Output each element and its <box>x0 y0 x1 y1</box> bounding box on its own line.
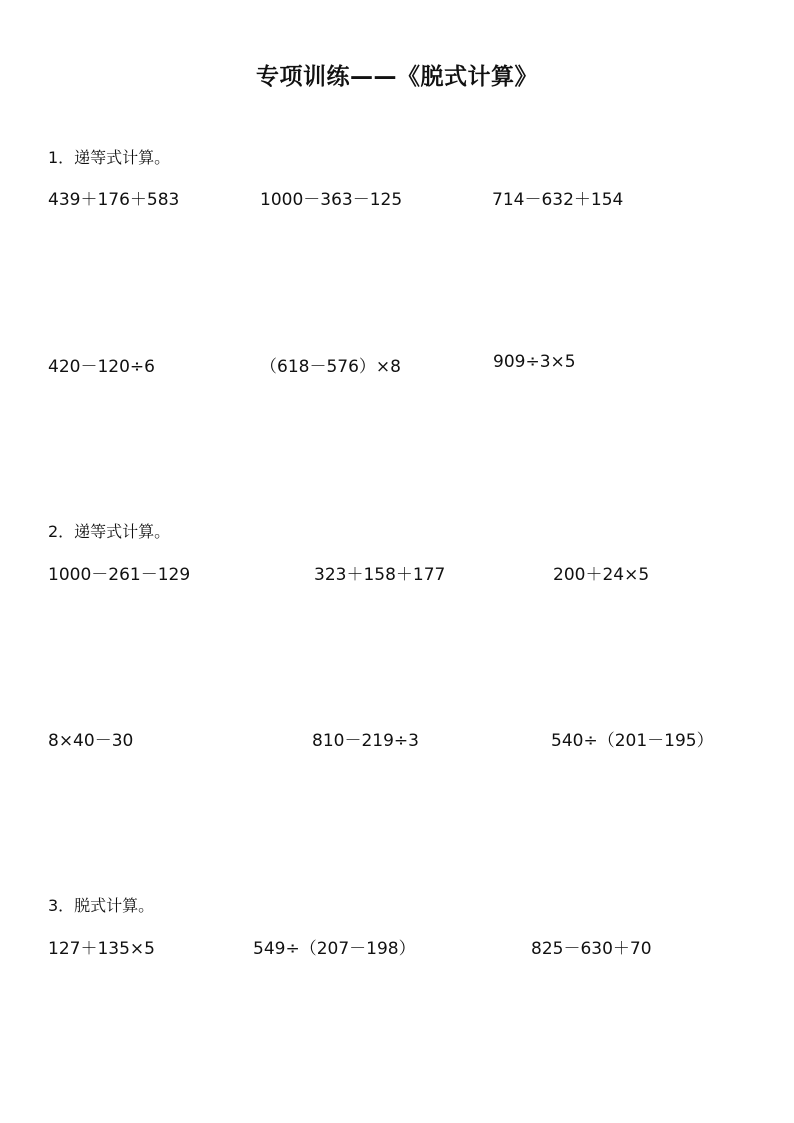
problem: 1000－363－125 <box>260 190 403 210</box>
problem: 810－219÷3 <box>312 731 419 751</box>
problem: 549÷（207－198） <box>253 939 416 959</box>
problem: 323＋158＋177 <box>314 565 446 585</box>
problem: 540÷（201－195） <box>551 731 714 751</box>
problem: 420－120÷6 <box>48 357 155 377</box>
problem: （618－576）×8 <box>260 357 401 377</box>
problem: 8×40－30 <box>48 731 134 751</box>
problem: 909÷3×5 <box>493 352 576 372</box>
section-heading: 3．脱式计算。 <box>48 896 155 915</box>
page-title: 专项训练——《脱式计算》 <box>256 64 538 90</box>
problem: 127＋135×5 <box>48 939 155 959</box>
section-heading: 1．递等式计算。 <box>48 148 171 167</box>
problem: 200＋24×5 <box>553 565 650 585</box>
problem: 439＋176＋583 <box>48 190 180 210</box>
problem: 714－632＋154 <box>492 190 624 210</box>
problem: 1000－261－129 <box>48 565 191 585</box>
problem: 825－630＋70 <box>531 939 652 959</box>
section-heading: 2．递等式计算。 <box>48 522 171 541</box>
